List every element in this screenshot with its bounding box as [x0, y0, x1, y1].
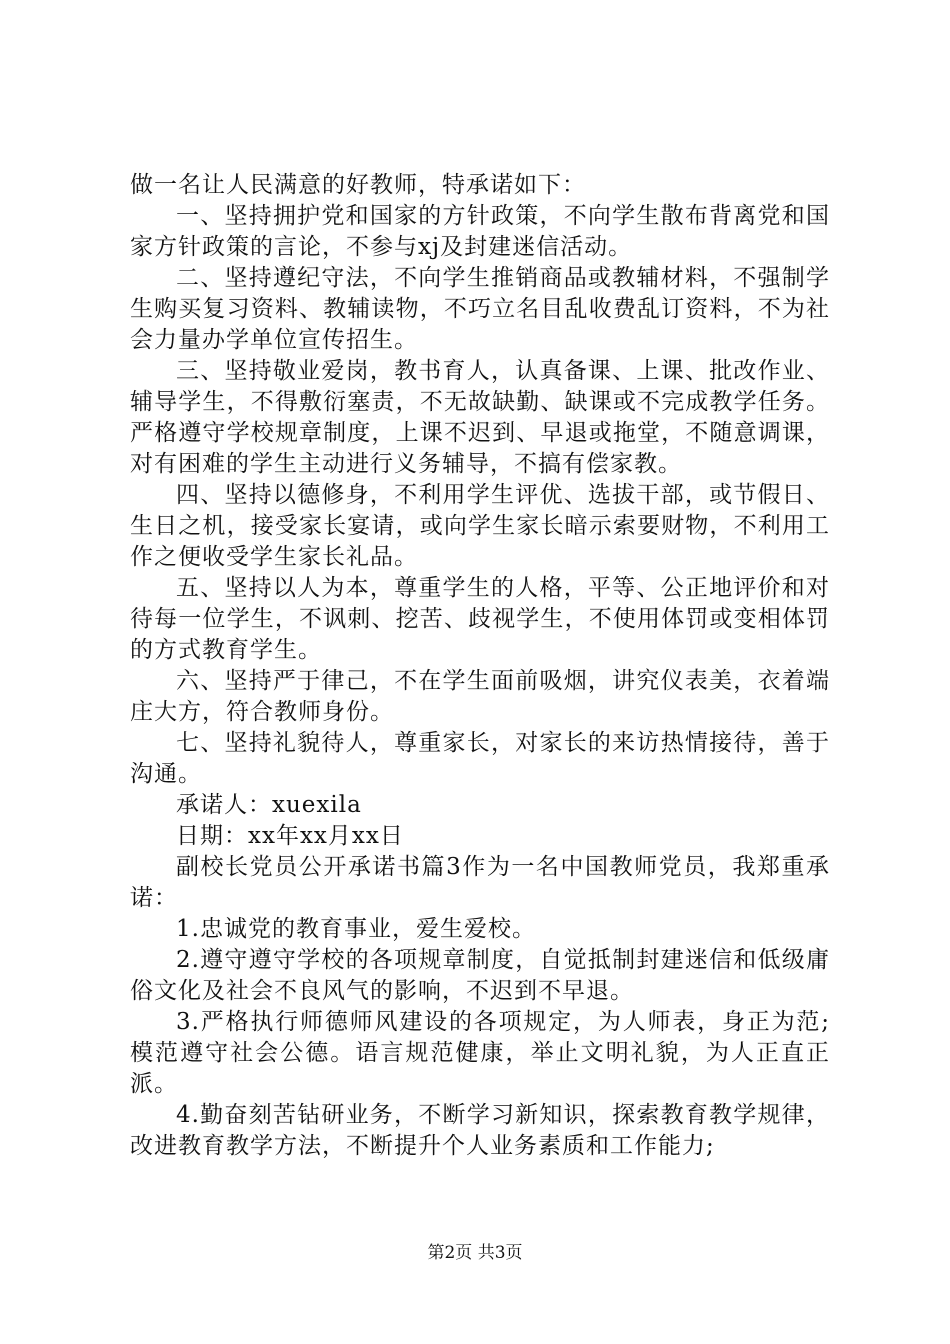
- section-heading-3: 副校长党员公开承诺书篇3作为一名中国教师党员，我郑重承诺：: [130, 854, 830, 911]
- paragraph-item-7: 七、坚持礼貌待人，尊重家长，对家长的来访热情接待，善于沟通。: [130, 730, 830, 787]
- page-number-label: 第2页 共3页: [427, 1243, 523, 1263]
- numbered-item-1: 1.忠诚党的教育事业，爱生爱校。: [176, 916, 536, 942]
- paragraph-item-6: 六、坚持严于律己，不在学生面前吸烟，讲究仪表美，衣着端庄大方，符合教师身份。: [130, 668, 830, 725]
- paragraph-item-2: 二、坚持遵纪守法，不向学生推销商品或教辅材料，不强制学生购买复习资料、教辅读物，不巧立名目乱收费乱订资料，不为社会力量办学单位宣传招生。: [130, 265, 830, 353]
- document-body: [130, 170, 830, 1162]
- paragraph-item-4: 四、坚持以德修身，不利用学生评优、选拔干部，或节假日、生日之机，接受家长宴请，或向学生家长暗示索要财物，不利用工作之便收受学生家长礼品。: [130, 482, 830, 570]
- numbered-item-2: 2.遵守遵守学校的各项规章制度，自觉抵制封建迷信和低级庸俗文化及社会不良风气的影响，不迟到不早退。: [130, 947, 830, 1004]
- numbered-item-4: 4.勤奋刻苦钻研业务，不断学习新知识，探索教育教学规律，改进教育教学方法，不断提升个人业务素质和工作能力;: [130, 1102, 830, 1159]
- paragraph-item-1: 一、坚持拥护党和国家的方针政策，不向学生散布背离党和国家方针政策的言论，不参与xj及封建迷信活动。: [130, 203, 830, 260]
- paragraph-item-3: 三、坚持敬业爱岗，教书育人，认真备课、上课、批改作业、辅导学生，不得敷衍塞责，不无故缺勤、缺课或不完成教学任务。严格遵守学校规章制度，上课不迟到、早退或拖堂，不随意调课，对有困难的学生主动进行义务辅导，不搞有偿家教。: [130, 358, 830, 477]
- paragraph-item-5: 五、坚持以人为本，尊重学生的人格，平等、公正地评价和对待每一位学生，不讽刺、挖苦、歧视学生，不使用体罚或变相体罚的方式教育学生。: [130, 575, 830, 663]
- signatory-line: 承诺人：xuexila: [176, 792, 362, 818]
- date-line: 日期：xx年xx月xx日: [176, 823, 404, 849]
- paragraph-intro: 做一名让人民满意的好教师，特承诺如下：: [130, 172, 586, 198]
- page-footer: [0, 1243, 950, 1263]
- numbered-item-3: 3.严格执行师德师风建设的各项规定，为人师表，身正为范;模范遵守社会公德。语言规范健康，举止文明礼貌，为人正直正派。: [130, 1009, 830, 1097]
